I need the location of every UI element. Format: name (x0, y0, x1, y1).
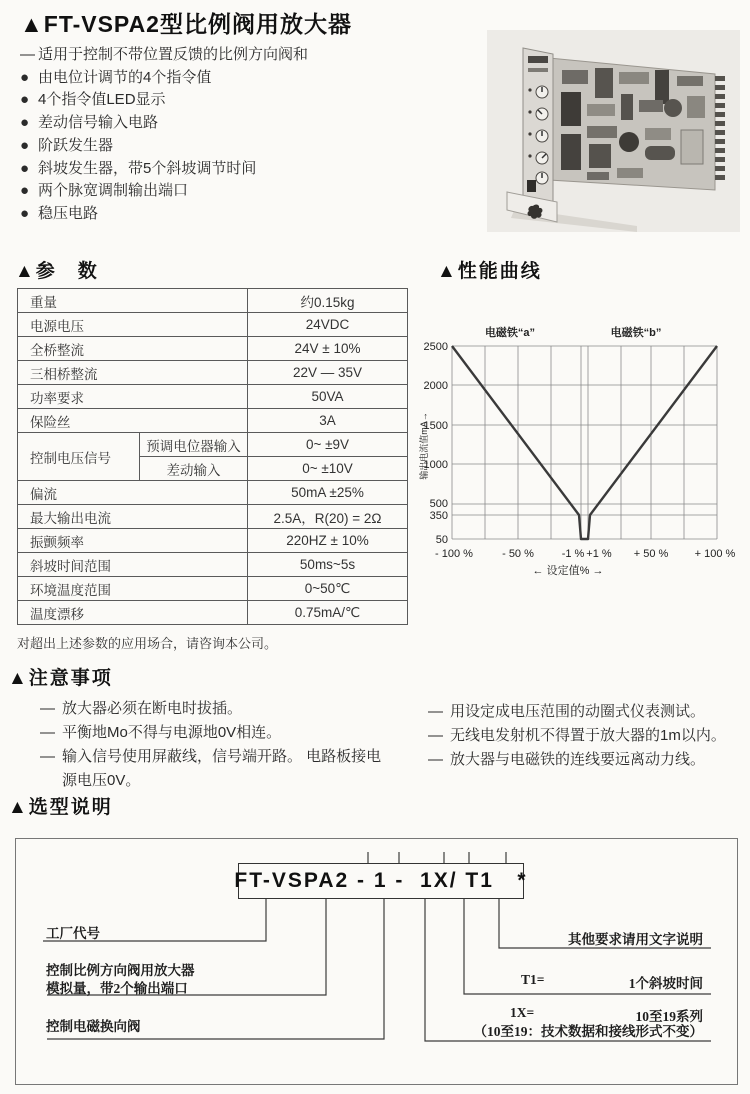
note-text: 无线电发射机不得置于放大器的1m以内。 (450, 727, 726, 744)
param-value: 50ms~5s (248, 553, 408, 577)
y-tick: 50 (435, 534, 448, 546)
label-other-requirements: 其他要求请用文字说明 (568, 932, 703, 947)
dash-bullet-icon: — (40, 748, 55, 765)
table-row (18, 577, 408, 601)
list-item (20, 135, 450, 158)
feature-text: 斜坡发生器，带5个斜坡调节时间 (38, 159, 257, 177)
notes-left-column (40, 697, 395, 793)
feature-text: 4个指令值LED显示 (38, 91, 166, 109)
list-item (40, 745, 395, 793)
param-value: 50VA (248, 385, 408, 409)
y-axis-label: 输出电流值mA→ (419, 412, 429, 480)
legend-solenoid-a: 电磁铁“a” (484, 327, 536, 339)
list-item (20, 89, 450, 112)
param-value: 0~50℃ (248, 577, 408, 601)
param-label: 电源电压 (18, 313, 248, 337)
ordering-code-diagram (15, 838, 738, 1085)
label-t1-key: T1= (521, 972, 545, 987)
list-item (40, 697, 395, 721)
table-row (18, 553, 408, 577)
y-tick: 2000 (423, 380, 448, 392)
table-row (18, 433, 408, 457)
param-label: 三相桥整流 (18, 361, 248, 385)
param-value: 约0.15kg (248, 289, 408, 313)
param-label: 环境温度范围 (18, 577, 248, 601)
x-tick: +1 % (586, 548, 612, 560)
label-factory-code: 工厂代号 (46, 926, 100, 941)
list-item (428, 700, 743, 724)
x-tick: -1 % (561, 548, 585, 560)
y-tick: 1000 (423, 459, 448, 471)
page-title: ▲FT-VSPA2型比例阀用放大器 (20, 11, 352, 37)
feature-text: 由电位计调节的4个指令值 (38, 68, 212, 86)
parameters-table (17, 288, 408, 625)
list-item (40, 721, 395, 745)
circuit-board-illustration (487, 30, 740, 232)
dot-bullet-icon: ● (20, 159, 30, 177)
circuit-board-photo (487, 30, 740, 232)
dot-bullet-icon: ● (20, 91, 30, 109)
param-value: 22V — 35V (248, 361, 408, 385)
list-item (20, 158, 450, 181)
param-sublabel: 预调电位器输入 (140, 433, 248, 457)
dash-bullet-icon: — (20, 46, 35, 63)
y-tick: 2500 (423, 341, 448, 353)
label-1x-key: 1X= (510, 1005, 535, 1020)
performance-chart (418, 308, 748, 588)
param-label: 全桥整流 (18, 337, 248, 361)
dot-bullet-icon: ● (20, 204, 30, 222)
table-row (18, 361, 408, 385)
param-label: 重量 (18, 289, 248, 313)
y-tick: 500 (429, 498, 448, 510)
param-value: 24VDC (248, 313, 408, 337)
note-text: 放大器与电磁铁的连线要远离动力线。 (450, 751, 706, 768)
note-text: 放大器必须在断电时拔插。 (62, 700, 243, 717)
param-label: 保险丝 (18, 409, 248, 433)
param-label: 控制电压信号 (18, 433, 140, 481)
performance-chart-svg (418, 308, 748, 583)
table-row (18, 289, 408, 313)
list-item (20, 112, 450, 135)
dash-bullet-icon: — (428, 727, 443, 744)
section-header-model-selection: ▲选型说明 (8, 797, 113, 818)
label-solenoid-valve: 控制电磁换向阀 (46, 1019, 141, 1034)
param-label: 最大输出电流 (18, 505, 248, 529)
legend-solenoid-b: 电磁铁“b” (610, 327, 662, 339)
table-row (18, 337, 408, 361)
feature-text: 适用于控制不带位置反馈的比例方向阀和 (38, 46, 309, 63)
table-row (18, 481, 408, 505)
param-value: 50mA ±25% (248, 481, 408, 505)
list-item (20, 67, 450, 90)
param-label: 温度漂移 (18, 601, 248, 625)
param-label: 功率要求 (18, 385, 248, 409)
dash-bullet-icon: — (428, 703, 443, 720)
feature-text: 阶跃发生器 (38, 136, 114, 154)
param-value: 3A (248, 409, 408, 433)
x-tick: - 100 % (435, 548, 473, 560)
list-item (428, 724, 743, 748)
param-sublabel: 差动输入 (140, 457, 248, 481)
param-value: 220HZ ± 10% (248, 529, 408, 553)
param-value: 24V ± 10% (248, 337, 408, 361)
label-t1-value: 1个斜坡时间 (628, 976, 703, 991)
note-text: 平衡地Mo不得与电源地0V相连。 (62, 724, 282, 741)
label-1x-value: 10至19系列 (635, 1009, 703, 1024)
list-item (20, 44, 450, 67)
list-item (428, 748, 743, 772)
feature-list (20, 44, 450, 226)
section-header-parameters: ▲参 数 (15, 261, 99, 282)
table-row (18, 409, 408, 433)
x-axis-label: ← 设定值% → (532, 565, 604, 577)
label-amplifier-line1: 控制比例方向阀用放大器 (46, 963, 195, 978)
feature-text: 差动信号输入电路 (38, 114, 159, 132)
table-footnote: 对超出上述参数的应用场合，请咨询本公司。 (17, 636, 278, 651)
param-value: 0~ ±10V (248, 457, 408, 481)
section-header-notes: ▲注意事项 (8, 668, 113, 689)
dot-bullet-icon: ● (20, 114, 30, 132)
table-row (18, 313, 408, 337)
feature-text: 稳压电路 (38, 204, 99, 222)
x-tick: - 50 % (502, 548, 534, 560)
label-1x-note: （10至19：技术数据和接线形式不变） (473, 1024, 703, 1039)
param-label: 振颤频率 (18, 529, 248, 553)
table-row (18, 505, 408, 529)
list-item (20, 203, 450, 226)
model-code-box: FT-VSPA2 - 1 - 1X/ T1 * (238, 863, 524, 899)
note-text: 输入信号使用屏蔽线，信号端开路。 电路板接电源电压0V。 (62, 748, 382, 789)
notes-right-column (428, 700, 743, 772)
dash-bullet-icon: — (40, 724, 55, 741)
list-item (20, 180, 450, 203)
y-tick: 350 (429, 510, 448, 522)
x-tick: + 50 % (633, 548, 669, 560)
table-row (18, 601, 408, 625)
table-row (18, 385, 408, 409)
dot-bullet-icon: ● (20, 182, 30, 200)
param-value: 2.5A，R(20) = 2Ω (248, 505, 408, 529)
dash-bullet-icon: — (428, 751, 443, 768)
table-row (18, 529, 408, 553)
param-label: 斜坡时间范围 (18, 553, 248, 577)
section-header-performance-curve: ▲性能曲线 (437, 261, 542, 282)
dot-bullet-icon: ● (20, 68, 30, 86)
note-text: 用设定成电压范围的动圈式仪表测试。 (450, 703, 706, 720)
label-amplifier-line2: 模拟量，带2个输出端口 (46, 981, 188, 996)
dash-bullet-icon: — (40, 700, 55, 717)
feature-text: 两个脉宽调制输出端口 (38, 182, 189, 200)
dot-bullet-icon: ● (20, 136, 30, 154)
y-tick: 1500 (423, 420, 448, 432)
param-label: 偏流 (18, 481, 248, 505)
v-curve (452, 346, 717, 539)
param-value: 0.75mA/℃ (248, 601, 408, 625)
param-value: 0~ ±9V (248, 433, 408, 457)
x-tick: + 100 % (694, 548, 736, 560)
